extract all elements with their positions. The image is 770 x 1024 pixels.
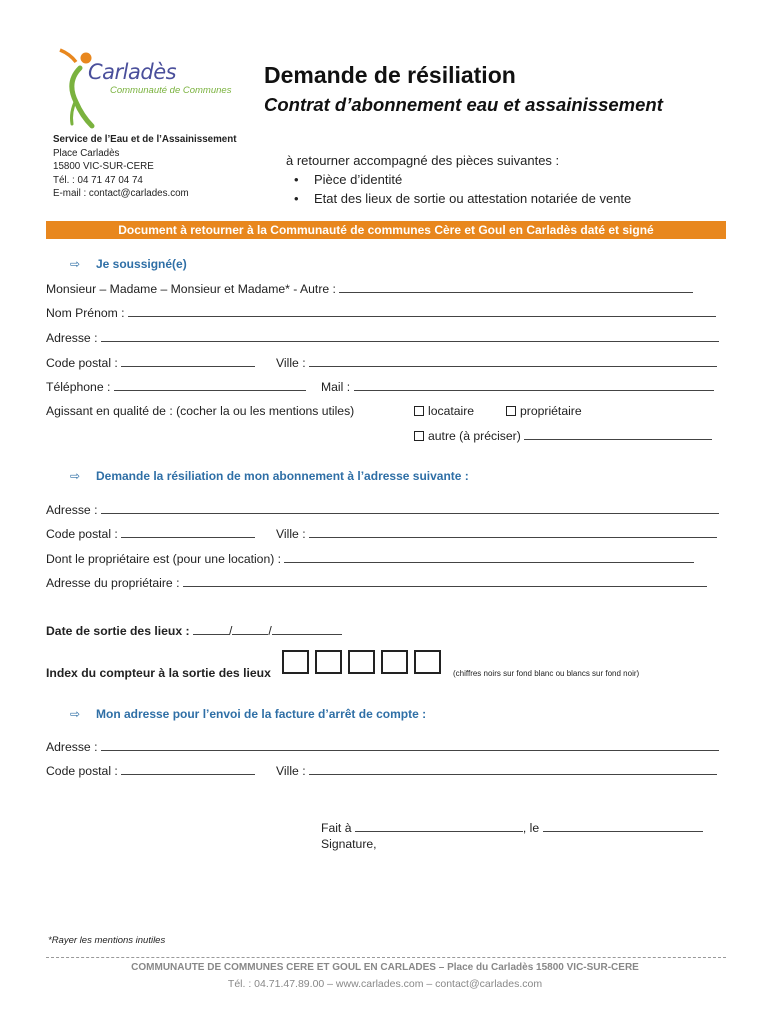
service-name: Service de l’Eau et de l’Assainissement xyxy=(53,134,237,145)
attachments xyxy=(286,151,631,208)
checkbox-icon[interactable] xyxy=(506,406,516,416)
checkbox-icon[interactable] xyxy=(414,431,424,441)
address-row[interactable]: Adresse : xyxy=(46,739,719,754)
meter-note: (chiffres noirs sur fond blanc ou blancs sur fond noir) xyxy=(453,669,640,678)
section-heading-billing: ⇨ Mon adresse pour l’envoi de la facture d’arrêt de compte : xyxy=(70,707,427,721)
footer-divider xyxy=(46,957,726,958)
other-checkbox[interactable]: autre (à préciser) xyxy=(414,428,712,443)
section-heading-resiliation: ⇨ Demande la résiliation de mon abonnement à l’adresse suivante : xyxy=(70,469,469,483)
postal-row[interactable]: Code postal : xyxy=(46,763,255,778)
phone-row[interactable]: Téléphone : xyxy=(46,379,306,394)
postal-row[interactable]: Code postal : xyxy=(46,526,255,541)
owner-address-row[interactable]: Adresse du propriétaire : xyxy=(46,575,707,590)
service-email: E-mail : contact@carlades.com xyxy=(53,188,189,199)
logo xyxy=(52,42,242,132)
meter-digit-box[interactable] xyxy=(348,650,375,674)
return-banner: Document à retourner à la Communauté de communes Cère et Goul en Carladès daté et signé xyxy=(46,221,726,239)
meter-digit-box[interactable] xyxy=(414,650,441,674)
footnote: *Rayer les mentions inutiles xyxy=(48,935,166,946)
attachment-item: • Etat des lieux de sortie ou attestation notariée de vente xyxy=(314,189,631,208)
owner-row[interactable]: Dont le propriétaire est (pour une location) : xyxy=(46,551,694,566)
arrow-right-icon: ⇨ xyxy=(70,257,81,271)
address-row[interactable]: Adresse : xyxy=(46,330,719,345)
attachment-item: • Pièce d’identité xyxy=(314,170,631,189)
civility-row[interactable]: Monsieur – Madame – Monsieur et Madame* - Autre : xyxy=(46,281,693,296)
done-at-row[interactable]: Fait à , le xyxy=(321,820,703,835)
arrow-right-icon: ⇨ xyxy=(70,707,81,721)
logo-name: Carladès xyxy=(88,60,177,84)
service-address1: Place Carladès xyxy=(53,147,120,159)
page-subtitle: Contrat d’abonnement eau et assainissement xyxy=(264,94,663,115)
service-address2: 15800 VIC-SUR-CERE xyxy=(53,161,154,172)
mail-row[interactable]: Mail : xyxy=(321,379,714,394)
footer-contact: Tél. : 04.71.47.89.00 – www.carlades.com – contact@carlades.com xyxy=(227,978,543,990)
footer-address: COMMUNAUTE DE COMMUNES CERE ET GOUL EN CARLADES – Place du Carladès 15800 VIC-SUR-CERE xyxy=(131,962,639,973)
tenant-checkbox[interactable]: locataire xyxy=(414,404,474,418)
logo-figure-icon xyxy=(52,42,112,132)
meter-digit-box[interactable] xyxy=(381,650,408,674)
address-row[interactable]: Adresse : xyxy=(46,502,719,517)
meter-digit-box[interactable] xyxy=(282,650,309,674)
arrow-right-icon: ⇨ xyxy=(70,469,81,483)
city-row[interactable]: Ville : xyxy=(276,526,717,541)
city-row[interactable]: Ville : xyxy=(276,763,717,778)
postal-row[interactable]: Code postal : xyxy=(46,355,255,370)
name-row[interactable]: Nom Prénom : xyxy=(46,305,716,320)
exit-date-row[interactable]: Date de sortie des lieux : / / xyxy=(46,623,342,638)
checkbox-icon[interactable] xyxy=(414,406,424,416)
owner-checkbox[interactable]: propriétaire xyxy=(506,404,582,418)
logo-tagline: Communauté de Communes xyxy=(110,85,232,96)
meter-digit-box[interactable] xyxy=(315,650,342,674)
service-contact xyxy=(53,133,237,201)
meter-label: Index du compteur à la sortie des lieux xyxy=(46,666,271,680)
service-phone: Tél. : 04 71 47 04 74 xyxy=(53,174,143,186)
attachments-intro: à retourner accompagné des pièces suivantes : xyxy=(286,153,560,168)
page-title: Demande de résiliation xyxy=(264,62,516,88)
capacity-label: Agissant en qualité de : (cocher la ou les mentions utiles) xyxy=(46,404,355,418)
city-row[interactable]: Ville : xyxy=(276,355,717,370)
section-heading-soussigne: ⇨ Je soussigné(e) xyxy=(70,257,187,271)
signature-label: Signature, xyxy=(321,837,377,851)
